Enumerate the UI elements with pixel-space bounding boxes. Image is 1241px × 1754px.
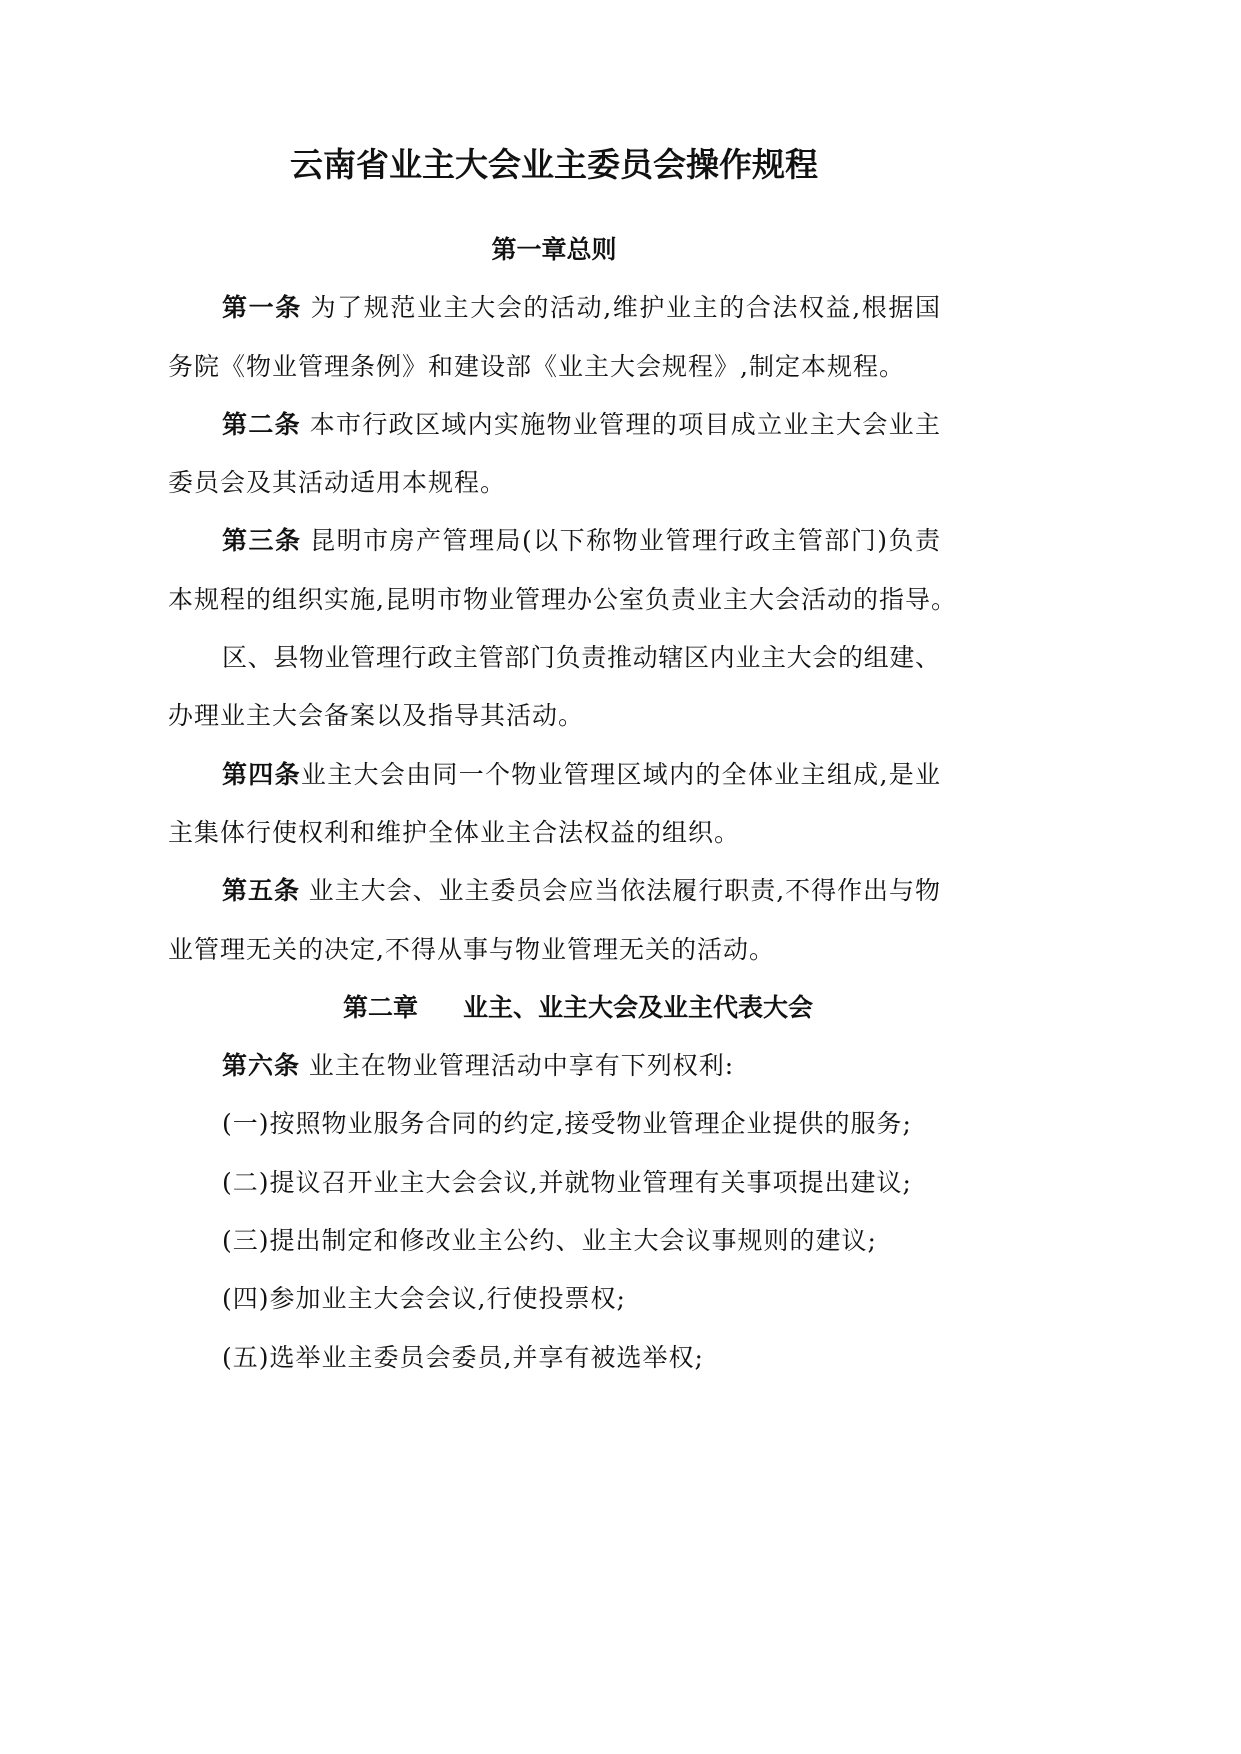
article-6-text: 业主在物业管理活动中享有下列权利:	[308, 1051, 735, 1081]
chapter-2-number: 第二章	[342, 992, 418, 1022]
article-3-lead: 第三条	[222, 526, 302, 556]
article-4-line-1	[168, 746, 940, 804]
article-1-text: 为了规范业主大会的活动,维护业主的合法权益,根据国	[310, 293, 940, 323]
article-6-item-2: (二)提议召开业主大会会议,并就物业管理有关事项提出建议;	[222, 1167, 912, 1197]
article-6-line-1	[168, 1037, 940, 1095]
article-2-text: 本市行政区域内实施物业管理的项目成立业主大会业主	[309, 409, 940, 439]
article-3-line-1	[168, 512, 940, 570]
chapter-2-heading	[168, 979, 940, 1037]
article-3-paragraph-2-line-2: 办理业主大会备案以及指导其活动。	[168, 701, 585, 731]
article-3-text: 昆明市房产管理局(以下称物业管理行政主管部门)负责	[310, 526, 940, 556]
article-4-line-2: 主集体行使权利和维护全体业主合法权益的组织。	[168, 817, 741, 847]
article-6-item-5: (五)选举业主委员会委员,并享有被选举权;	[222, 1342, 704, 1372]
chapter-1-heading: 第一章总则	[491, 235, 617, 264]
article-6-item-1: (一)按照物业服务合同的约定,接受物业管理企业提供的服务;	[222, 1109, 912, 1139]
article-5-text: 业主大会、业主委员会应当依法履行职责,不得作出与物	[308, 876, 940, 906]
article-6-item-4: (四)参加业主大会会议,行使投票权;	[222, 1284, 626, 1314]
document-body	[168, 135, 957, 1387]
article-5-line-2: 业管理无关的决定,不得从事与物业管理无关的活动。	[168, 934, 775, 964]
article-1-line-1	[168, 279, 940, 337]
article-2-lead: 第二条	[222, 409, 301, 439]
document-title: 云南省业主大会业主委员会操作规程	[290, 145, 818, 184]
article-4-lead: 第四条	[222, 759, 301, 789]
article-1-line-2: 务院《物业管理条例》和建设部《业主大会规程》,制定本规程。	[168, 351, 905, 381]
article-6-lead: 第六条	[222, 1051, 301, 1081]
article-5-lead: 第五条	[222, 876, 300, 906]
article-5-line-1	[168, 862, 940, 920]
article-2-line-2: 委员会及其活动适用本规程。	[168, 468, 507, 498]
article-6-item-3: (三)提出制定和修改业主公约、业主大会议事规则的建议;	[222, 1226, 877, 1256]
chapter-2-title: 业主、业主大会及业主代表大会	[463, 992, 814, 1022]
article-3-line-2: 本规程的组织实施,昆明市物业管理办公室负责业主大会活动的指导。	[168, 584, 957, 614]
article-2-line-1	[168, 396, 940, 454]
article-3-paragraph-2-line-1: 区、县物业管理行政主管部门负责推动辖区内业主大会的组建、	[222, 643, 940, 673]
article-4-text: 业主大会由同一个物业管理区域内的全体业主组成,是业	[300, 759, 940, 789]
article-1-lead: 第一条	[222, 293, 302, 323]
